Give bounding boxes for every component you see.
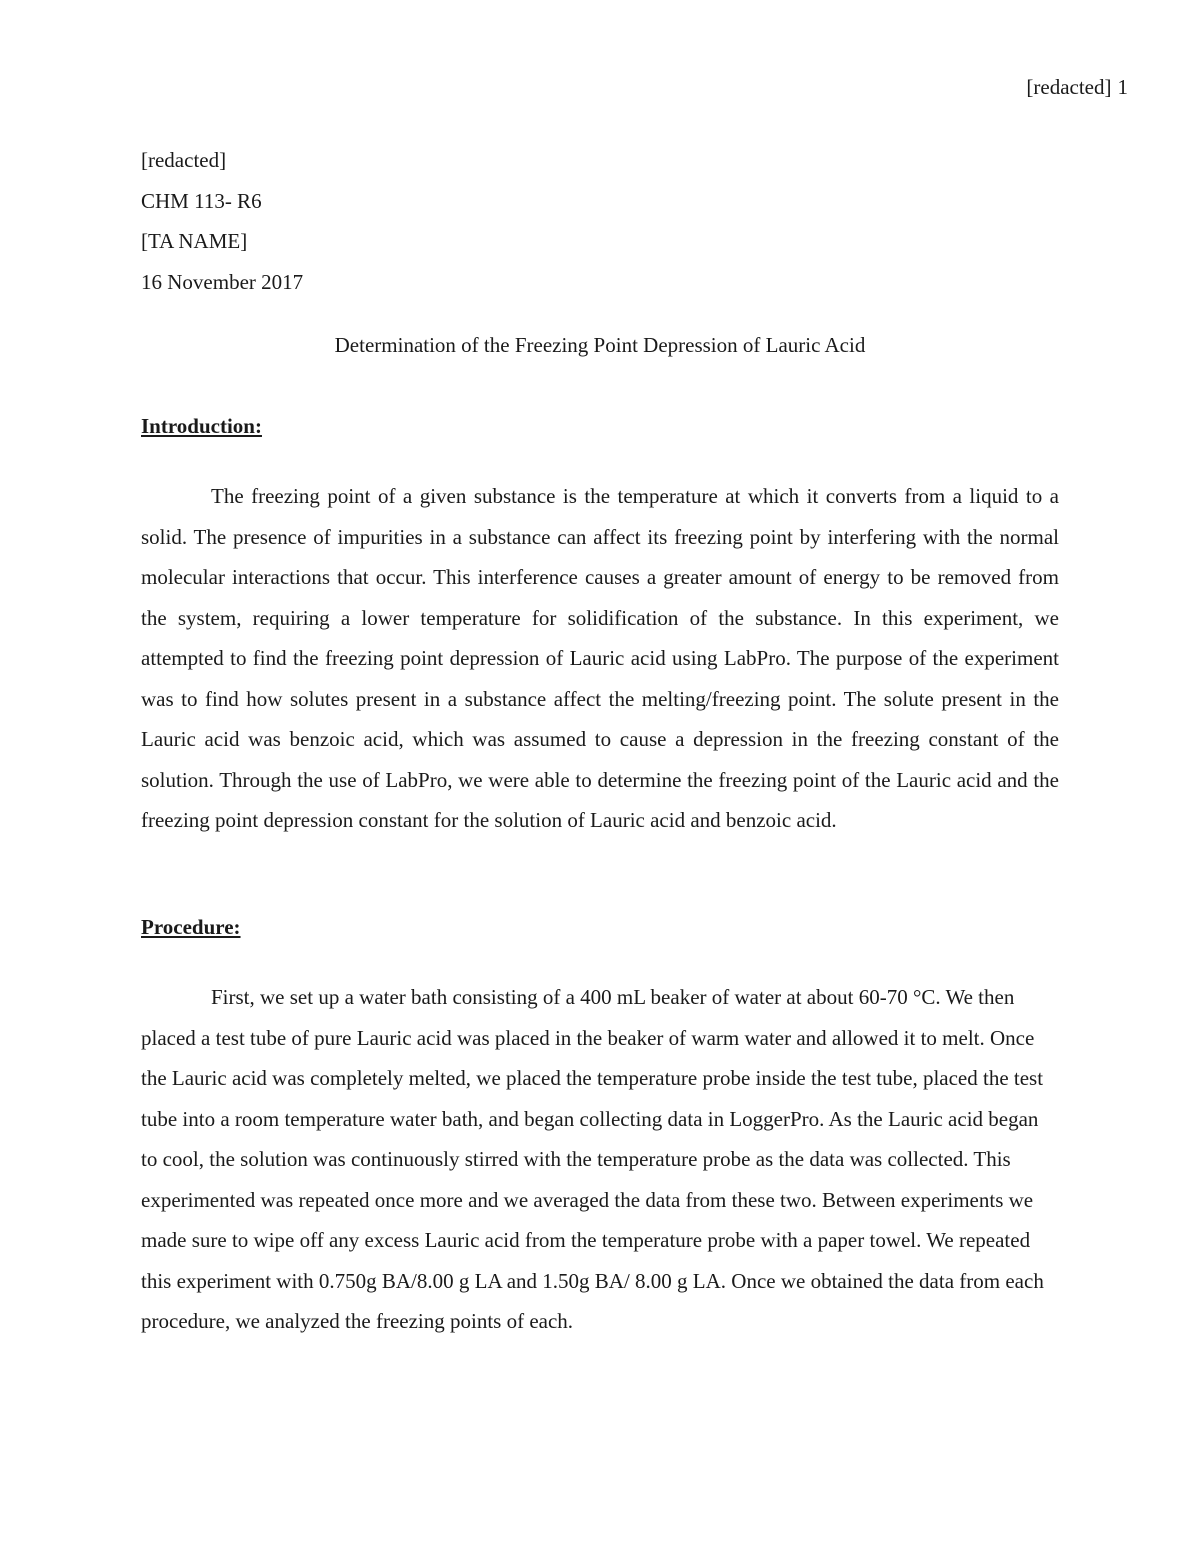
mla-heading bbox=[141, 140, 303, 302]
introduction-paragraph: The freezing point of a given substance is the temperature at which it converts from a liquid to a solid. The presence of impurities in a substance can affect its freezing point by interfering with the normal molecular interactions that occur. This interference causes a greater amount of energy to be removed from the system, requiring a lower temperature for solidification of the substance. In this experiment, we attempted to find the freezing point depression of Lauric acid using LabPro. The purpose of the experiment was to find how solutes present in a substance affect the melting/freezing point. The solute present in the Lauric acid was benzoic acid, which was assumed to cause a depression in the freezing constant of the solution. Through the use of LabPro, we were able to determine the freezing point of the Lauric acid and the freezing point depression constant for the solution of Lauric acid and benzoic acid. bbox=[141, 484, 1059, 832]
running-header bbox=[1026, 72, 1128, 102]
procedure-paragraph: First, we set up a water bath consisting of a 400 mL beaker of water at about 60-70 °C. We then placed a test tube of pure Lauric acid was placed in the beaker of warm water and allowed it to melt. Once the Lauric acid was completely melted, we placed the temperature probe inside the test tube, placed the test tube into a room temperature water bath, and began collecting data in LoggerPro. As the Lauric acid began to cool, the solution was continuously stirred with the temperature probe as the data was collected. This experimented was repeated once more and we averaged the data from these two. Between experiments we made sure to wipe off any excess Lauric acid from the temperature probe with a paper towel. We repeated this experiment with 0.750g BA/8.00 g LA and 1.50g BA/ 8.00 g LA. Once we obtained the data from each procedure, we analyzed the freezing points of each. bbox=[141, 985, 1044, 1333]
course-code: CHM 113- R6 bbox=[141, 188, 262, 213]
introduction-section bbox=[141, 411, 1059, 841]
procedure-section bbox=[141, 912, 1059, 1342]
report-date: 16 November 2017 bbox=[141, 269, 304, 294]
instructor-name: [TA NAME] bbox=[141, 229, 248, 253]
procedure-heading: Procedure: bbox=[141, 915, 241, 939]
introduction-heading: Introduction: bbox=[141, 414, 262, 438]
header-author: [redacted] bbox=[1026, 75, 1112, 99]
document-title: Determination of the Freezing Point Depression of Lauric Acid bbox=[334, 333, 866, 357]
header-page-number: 1 bbox=[1117, 75, 1128, 99]
student-name: [redacted] bbox=[141, 148, 227, 172]
